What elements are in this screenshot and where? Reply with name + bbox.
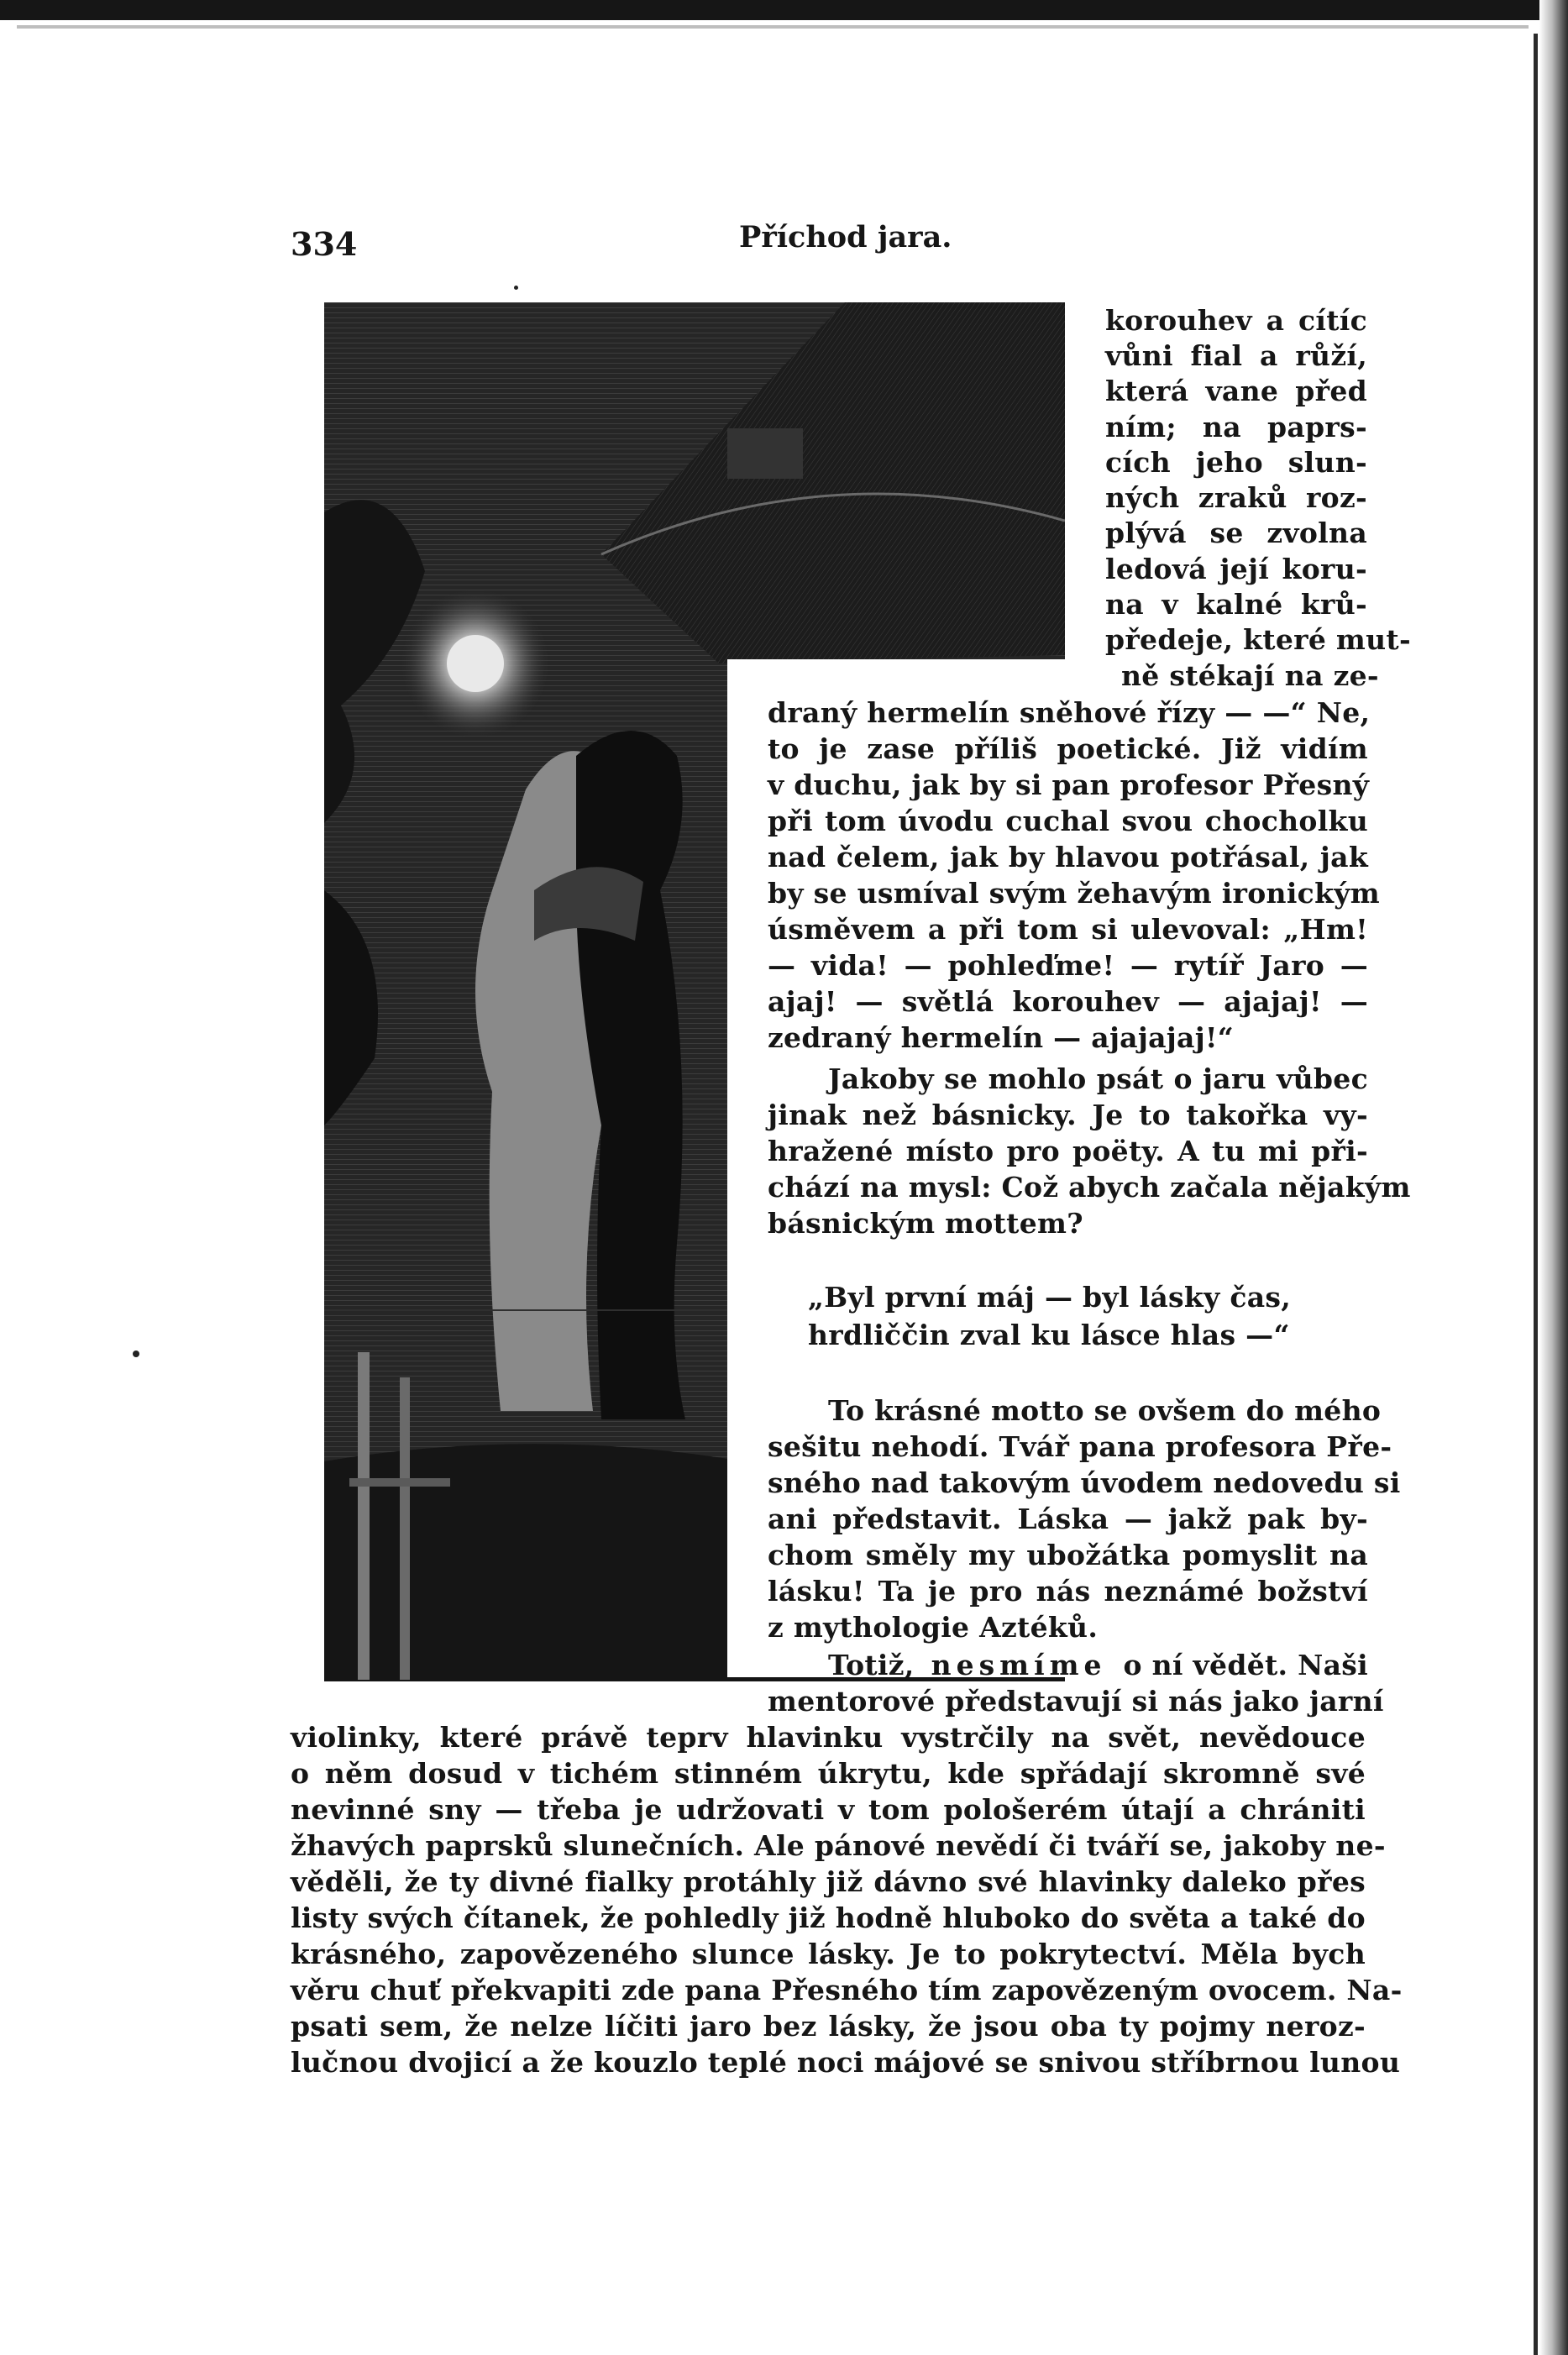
text-line: při tom úvodu cuchal svou chocholku bbox=[768, 805, 1368, 837]
page-number: 334 bbox=[291, 225, 358, 263]
text-line: cích jeho slun- bbox=[1105, 446, 1367, 479]
text-line: Jakoby se mohlo psát o jaru vůbec bbox=[828, 1062, 1368, 1095]
text-line: věděli, že ty divné fialky protáhly již dávno své hlavinky daleko přes bbox=[291, 1865, 1366, 1898]
text-line: ných zraků roz- bbox=[1105, 481, 1367, 514]
text-line: To krásné motto se ovšem do mého bbox=[828, 1394, 1382, 1427]
text-line: zedraný hermelín — ajajajaj!“ bbox=[768, 1021, 1235, 1054]
text-line: sného nad takovým úvodem nedovedu si bbox=[768, 1466, 1401, 1499]
scan-top-rule bbox=[17, 25, 1529, 29]
text-line: ně stékají na ze- bbox=[1121, 659, 1379, 692]
text-line: věru chuť překvapiti zde pana Přesného tím zapovězeným ovocem. Na- bbox=[291, 1974, 1403, 2006]
text-line: ajaj! — světlá korouhev — ajajaj! — bbox=[768, 985, 1368, 1018]
text-line: — vida! — pohleďme! — rytíř Jaro — bbox=[768, 949, 1368, 982]
text-line: v duchu, jak by si pan profesor Přesný bbox=[768, 768, 1370, 801]
scan-speck bbox=[514, 286, 518, 290]
text-line: lásku! Ta je pro nás neznámé božství bbox=[768, 1575, 1368, 1608]
text-line: plývá se zvolna bbox=[1105, 517, 1367, 549]
text-line: violinky, které právě teprv hlavinku vystrčily na svět, nevědouce bbox=[291, 1721, 1366, 1754]
text-line: lučnou dvojicí a že kouzlo teplé noci májové se snivou stříbrnou lunou bbox=[291, 2046, 1401, 2079]
text-line: krásného, zapovězeného slunce lásky. Je to pokrytectví. Měla bych bbox=[291, 1938, 1366, 1970]
scan-speck bbox=[133, 1351, 139, 1357]
text-line: listy svých čítanek, že pohledly již hodně hluboko do světa a také do bbox=[291, 1901, 1366, 1934]
text-line: mentorové představují si nás jako jarní bbox=[768, 1685, 1384, 1718]
text-line: by se usmíval svým žehavým ironickým bbox=[768, 877, 1380, 910]
text-line: básnickým mottem? bbox=[768, 1207, 1083, 1240]
text-line: z mythologie Aztéků. bbox=[768, 1611, 1099, 1644]
text-line: ani představit. Láska — jakž pak by- bbox=[768, 1503, 1368, 1535]
text-line: draný hermelín sněhové řízy — —“ Ne, bbox=[768, 696, 1371, 729]
text-line: která vane před bbox=[1105, 375, 1367, 407]
text-line: předeje, které mut- bbox=[1105, 623, 1411, 656]
text-fragment: o ní vědět. Naši bbox=[1123, 1649, 1368, 1681]
text-line: chází na mysl: Což abych začala nějakým bbox=[768, 1171, 1411, 1204]
scan-top-border bbox=[0, 0, 1568, 20]
text-line: na v kalné krů- bbox=[1105, 588, 1367, 621]
text-line: o něm dosud v tichém stinném úkrytu, kde spřádají skromně své bbox=[291, 1757, 1366, 1790]
text-line: nevinné sny — třeba je udržovati v tom pološerém útají a chrániti bbox=[291, 1793, 1366, 1826]
text-line: nad čelem, jak by hlavou potřásal, jak bbox=[768, 841, 1368, 873]
book-edge-shadow bbox=[1539, 0, 1568, 2355]
text-line: sešitu nehodí. Tvář pana profesora Pře- bbox=[768, 1430, 1392, 1463]
text-line: chom směly my ubožátka pomyslit na bbox=[768, 1539, 1368, 1571]
text-line: korouhev a cítíc bbox=[1105, 304, 1367, 337]
text-line: to je zase příliš poetické. Již vidím bbox=[768, 732, 1368, 765]
text-line: žhavých paprsků slunečních. Ale pánové nevědí či tváří se, jakoby ne- bbox=[291, 1829, 1386, 1862]
emphasized-word: nesmíme bbox=[931, 1649, 1107, 1681]
text-line: ním; na paprs- bbox=[1105, 411, 1367, 443]
text-line: jinak než básnicky. Je to takořka vy- bbox=[768, 1099, 1368, 1131]
text-line: psati sem, že nelze líčiti jaro bez lásky, že jsou oba ty pojmy neroz- bbox=[291, 2010, 1366, 2043]
text-line: hražené místo pro poëty. A tu mi při- bbox=[768, 1135, 1368, 1167]
page-edge-line bbox=[1534, 34, 1538, 2355]
motto-line: „Byl první máj — byl lásky čas, bbox=[808, 1281, 1292, 1314]
text-fragment: Totiž, bbox=[828, 1649, 915, 1681]
text-line: úsměvem a při tom si ulevoval: „Hm! bbox=[768, 913, 1368, 946]
motto-line: hrdliččin zval ku lásce hlas —“ bbox=[808, 1319, 1290, 1351]
running-title: Příchod jara. bbox=[739, 220, 952, 254]
text-line: ledová její koru- bbox=[1105, 553, 1367, 585]
text-line: vůni fial a růží, bbox=[1105, 339, 1367, 372]
text-line-totiz bbox=[828, 1649, 1368, 1682]
